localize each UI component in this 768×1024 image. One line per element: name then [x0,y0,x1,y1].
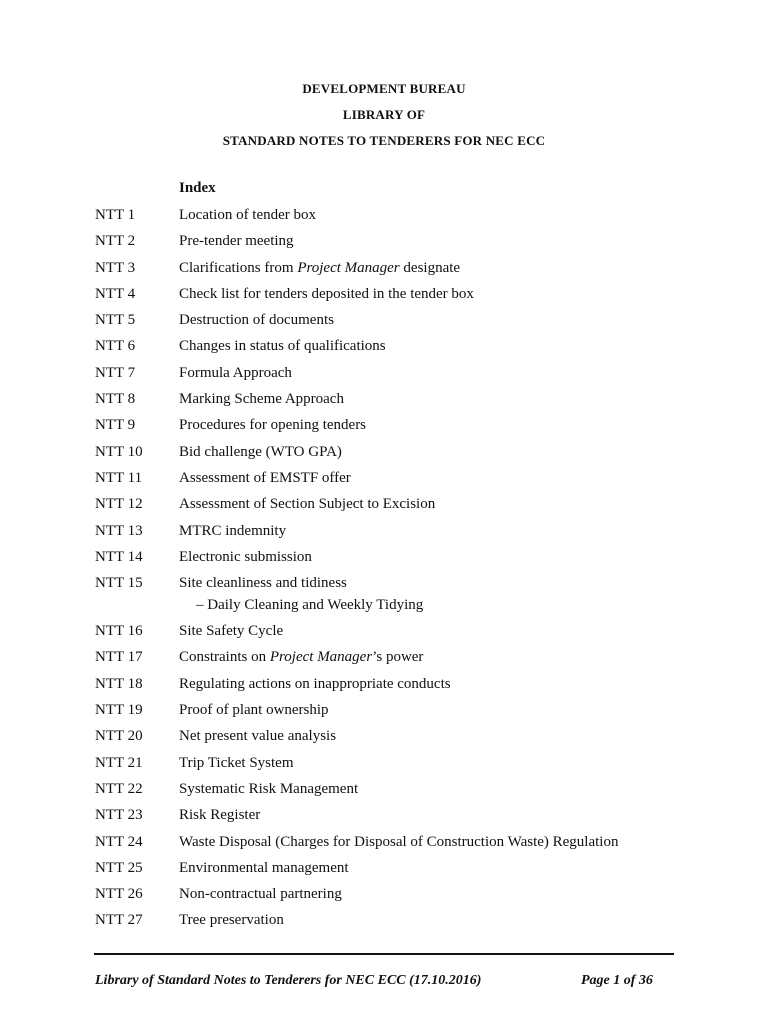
index-entry [0,674,768,700]
entry-title [179,647,423,667]
entry-title [179,284,474,304]
entry-title-text: Electronic submission [179,548,312,565]
index-entry [0,205,768,231]
entry-title-text: Destruction of documents [179,312,334,329]
index-entry [0,284,768,310]
entry-number: NTT 1 [95,207,136,223]
index-entry [0,621,768,647]
index-entry [0,547,768,573]
index-entry [0,442,768,468]
entry-title [179,547,312,567]
entry-title [179,363,292,383]
entry-number: NTT 9 [95,417,136,434]
entry-title-text: Check list for tenders deposited in the tender box [179,285,474,302]
entry-title-text: Changes in status of qualifications [179,338,386,355]
index-entry [0,231,768,257]
entry-number: NTT 4 [95,285,136,302]
entry-title [179,779,358,799]
index-entry [0,363,768,389]
entry-number: NTT 11 [95,469,143,486]
index-entry [0,647,768,673]
index-entry [0,700,768,726]
entry-number: NTT 27 [95,912,143,929]
index-entry [0,310,768,336]
entry-title [179,573,423,615]
index-entry [0,573,768,621]
entry-title [179,415,366,435]
entry-title [179,310,334,330]
index-entry [0,832,768,858]
entry-subtitle: – Daily Cleaning and Weekly Tidying [196,597,424,614]
index-entry [0,726,768,752]
index-entry [0,336,768,362]
entry-title [179,858,349,878]
entry-number: NTT 22 [95,780,143,797]
index-entry [0,521,768,547]
entry-title [179,389,344,409]
entry-number: NTT 24 [95,833,143,850]
entry-title [179,805,260,825]
entry-title-text: Net present value analysis [179,728,337,745]
entry-title-text: Systematic Risk Management [179,780,359,797]
entry-title-text: MTRC indemnity [179,522,287,539]
entry-number: NTT 8 [95,391,136,408]
entry-title [179,910,284,930]
entry-title-suffix: designate [399,259,461,276]
entry-number: NTT 15 [95,575,143,592]
entry-title [179,231,294,251]
entry-title-emphasis: Project Manager [269,649,373,666]
entry-number: NTT 10 [95,443,143,460]
entry-number: NTT 25 [95,859,143,876]
entry-title [179,205,316,225]
entry-title-text: Site Safety Cycle [179,623,284,640]
entry-number: NTT 21 [95,754,143,771]
index-entry [0,258,768,284]
entry-title [179,700,329,720]
entry-title-text: Marking Scheme Approach [179,391,344,408]
entry-title [179,674,451,694]
entry-number: NTT 16 [95,623,143,640]
entry-title-text: Location of tender box [179,207,317,223]
entry-title-text: Formula Approach [179,364,292,381]
entry-title [179,884,342,904]
entry-number: NTT 14 [95,548,143,565]
index-entry [0,753,768,779]
entry-title-text: Bid challenge (WTO GPA) [179,443,342,460]
entry-title-prefix: Clarifications from [179,259,298,276]
entry-number: NTT 13 [95,522,143,539]
entry-title-text: Environmental management [179,859,349,876]
entry-title [179,832,618,852]
entry-title-text: Site cleanliness and tidiness [179,575,347,592]
entry-title [179,621,283,641]
entry-title [179,258,460,278]
entry-number: NTT 3 [95,259,136,276]
index-entry [0,468,768,494]
header-line-1: DEVELOPMENT BUREAU [302,81,466,96]
entry-title-text: Non-contractual partnering [179,886,342,903]
entry-number: NTT 7 [95,364,136,381]
index-entry [0,389,768,415]
entry-number: NTT 26 [95,886,143,903]
entry-title-text: Tree preservation [179,912,284,929]
index-heading: Index [179,180,216,196]
footer-divider [94,953,674,955]
entry-title-text: Pre-tender meeting [179,233,294,250]
index-list [0,205,768,937]
entry-title-text: Risk Register [179,807,261,824]
entry-title [179,753,294,773]
entry-title [179,726,336,746]
entry-title [179,442,342,462]
entry-number: NTT 6 [95,338,136,355]
header-line-2: LIBRARY OF [342,107,426,122]
entry-title-text: Assessment of Section Subject to Excision [179,496,436,513]
entry-title-text: Trip Ticket System [179,754,294,771]
entry-number: NTT 18 [95,675,143,692]
entry-title-text: Regulating actions on inappropriate conducts [179,675,451,692]
entry-title-text: Procedures for opening tenders [179,417,367,434]
entry-title [179,521,286,541]
index-entry [0,779,768,805]
index-entry [0,884,768,910]
index-entry [0,415,768,441]
index-entry [0,805,768,831]
entry-title-text: Waste Disposal (Charges for Disposal of Construction Waste) Regulation [179,833,619,850]
entry-number: NTT 12 [95,496,143,513]
footer-page-number: Page 1 of 36 [581,973,653,988]
entry-title-suffix: ’s power [372,649,424,666]
footer-document-title: Library of Standard Notes to Tenderers for NEC ECC (17.10.2016) [95,973,482,988]
entry-title-text: Assessment of EMSTF offer [179,469,351,486]
entry-number: NTT 17 [95,649,143,666]
index-entry [0,910,768,936]
entry-title [179,494,435,514]
entry-title-prefix: Constraints on [179,649,270,666]
entry-title [179,336,386,356]
entry-number: NTT 19 [95,702,143,719]
entry-number: NTT 20 [95,728,143,745]
index-entry [0,494,768,520]
entry-title-emphasis: Project Manager [297,259,400,276]
entry-number: NTT 5 [95,312,136,329]
entry-title [179,468,351,488]
header-line-3: STANDARD NOTES TO TENDERERS FOR NEC ECC [222,133,546,148]
entry-number: NTT 2 [95,233,136,250]
entry-number: NTT 23 [95,807,143,824]
entry-title-text: Proof of plant ownership [179,702,329,719]
index-entry [0,858,768,884]
